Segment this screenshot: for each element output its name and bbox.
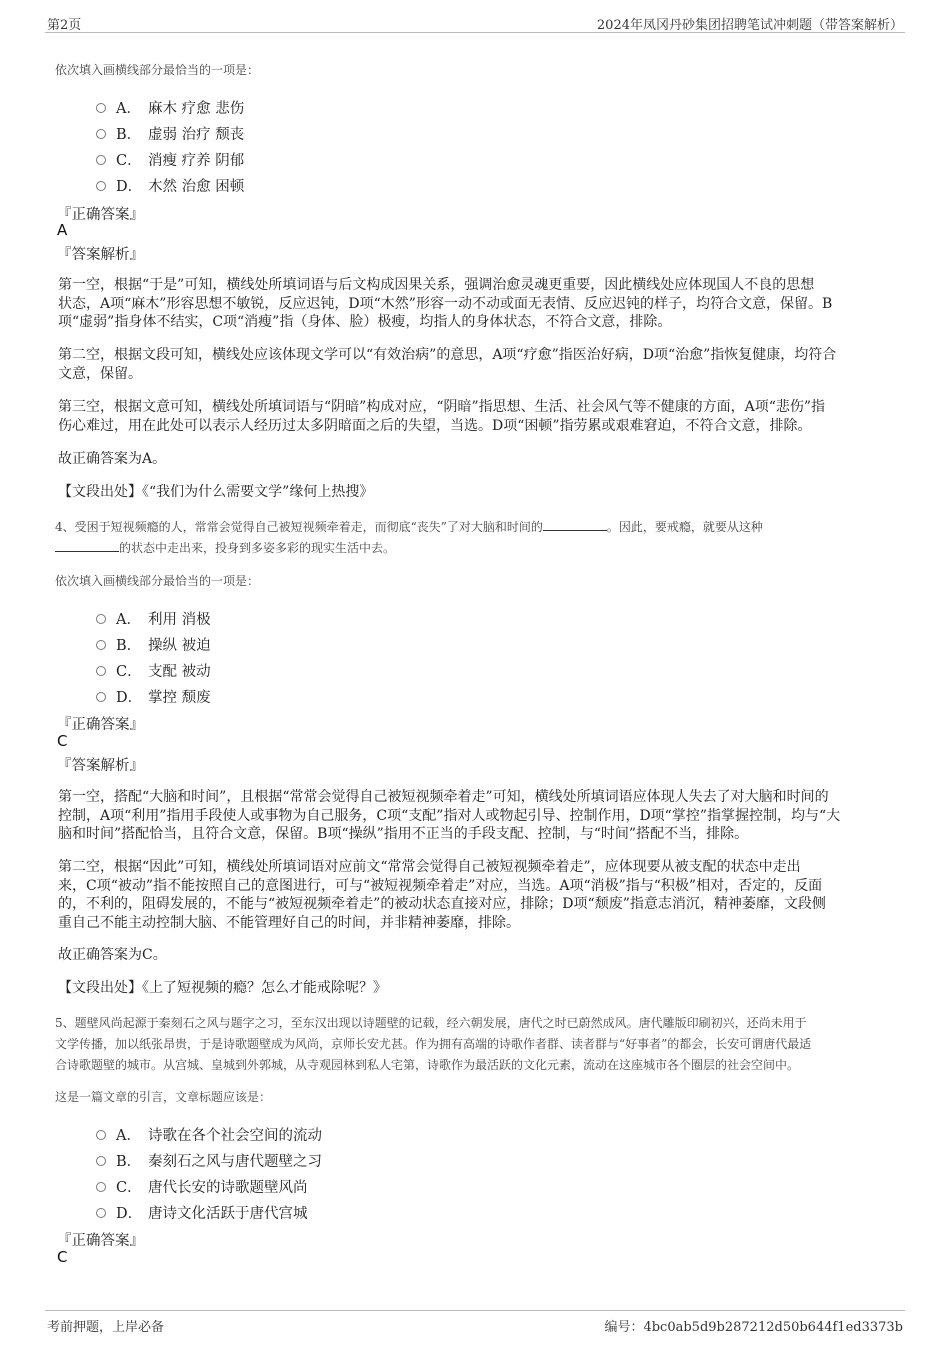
q3-analysis-label: 『答案解析』 — [57, 247, 144, 263]
q3-answer: A — [57, 221, 68, 239]
q5-option-c[interactable]: C． 唐代长安的诗歌题壁风尚 — [96, 1176, 308, 1197]
q4-option-a[interactable]: A． 利用 消极 — [96, 608, 211, 629]
q4-source: 【文段出处】《上了短视频的瘾？怎么才能戒除呢？》 — [58, 980, 387, 996]
radio-icon[interactable] — [96, 614, 106, 624]
document-title: 2024年凤冈丹砂集团招聘笔试冲刺题（带答案解析） — [596, 18, 903, 33]
q4-analysis-paragraph: 第二空，根据“因此”可知，横线处所填词语对应前文“常常会觉得自己被短视频牵着走”，应体现要从被支配的状态中走出 来，C项“被动”指不能按照自己的意图进行，可与“被短视频牵着走”对应，当选。A项“消极”指与“积极”相对，否定的，反面 的，不利的，阻碍发展的，不能与“被短视频牵着走”的被动状态直接对应，排除；D项“颓废”指意志消沉，精神萎靡，文段侧 重自己不能主动控制大脑、不能管理好自己的时间，并非精神萎靡，排除。 — [58, 859, 826, 931]
q4-option-c[interactable]: C． 支配 被动 — [96, 660, 211, 681]
q4-answer-label: 『正确答案』 — [57, 717, 144, 733]
page-footer — [45, 1310, 905, 1335]
q3-source: 【文段出处】《“我们为什么需要文学”缘何上热搜》 — [58, 484, 374, 500]
q5-stem: 5、题壁风尚起源于秦刻石之风与题字之习，至东汉出现以诗题壁的记载，经六朝发展，唐代之时已蔚然成风。唐代雕版印刷初兴，还尚未用于 文学传播，加以纸张昂贵，于是诗歌题壁成为风尚，京师长安尤甚。作为拥有高端的诗歌作者群、读者群与“好事者”的都会，长安可谓唐代最适 合诗歌题壁的城市。从宫城、皇城到外郭城，从寺观园林到私人宅第，诗歌作为最活跃的文化元素，流动在这座城市各个圈层的社会空间中。 — [55, 1016, 812, 1072]
blank-line — [55, 539, 119, 552]
radio-icon[interactable] — [96, 155, 106, 165]
radio-icon[interactable] — [96, 1130, 106, 1140]
q5-option-a[interactable]: A． 诗歌在各个社会空间的流动 — [96, 1124, 322, 1145]
radio-icon[interactable] — [96, 666, 106, 676]
q5-prompt: 这是一篇文章的引言，文章标题应该是： — [55, 1090, 272, 1104]
page-header — [45, 12, 905, 33]
radio-icon[interactable] — [96, 103, 106, 113]
q3-answer-label: 『正确答案』 — [57, 207, 144, 223]
q4-conclusion: 故正确答案为C。 — [58, 947, 167, 963]
q3-option-a[interactable]: A． 麻木 疗愈 悲伤 — [96, 97, 244, 118]
q3-conclusion: 故正确答案为A。 — [58, 451, 167, 467]
page-number: 第2页 — [47, 18, 82, 33]
radio-icon[interactable] — [96, 640, 106, 650]
q4-analysis-label: 『答案解析』 — [57, 758, 144, 774]
q3-analysis-paragraph: 第二空，根据文段可知，横线处应该体现文学可以“有效治病”的意思，A项“疗愈”指医治好病，D项“治愈”指恢复健康，均符合 文意，保留。 — [58, 347, 837, 382]
q4-prompt: 依次填入画横线部分最恰当的一项是： — [55, 574, 260, 588]
q5-option-b[interactable]: B． 秦刻石之风与唐代题壁之习 — [96, 1150, 322, 1171]
radio-icon[interactable] — [96, 692, 106, 702]
q4-stem: 4、受困于短视频瘾的人，常常会觉得自己被短视频牵着走，而彻底“丧失”了对大脑和时间的 。因此，要戒瘾，就要从这种 的状态中走出来，投身到多姿多彩的现实生活中去。 — [55, 520, 763, 555]
q4-answer: C — [57, 732, 68, 750]
q4-analysis-paragraph: 第一空，搭配“大脑和时间”，且根据“常常会觉得自己被短视频牵着走”可知，横线处所填词语应体现人失去了对大脑和时间的 控制，A项“利用”指用手段使人或事物为自己服务，C项“支配”指对人或物起引导、控制作用，D项“掌控”指掌握控制，均与“大 脑和时间”搭配恰当，且符合文意，保留。B项“操纵”指用不正当的手段支配、控制，与“时间”搭配不当，排除。 — [58, 789, 841, 842]
radio-icon[interactable] — [96, 1182, 106, 1192]
q3-prompt: 依次填入画横线部分最恰当的一项是： — [55, 63, 260, 77]
q5-answer: C — [57, 1248, 68, 1266]
q4-option-d[interactable]: D． 掌控 颓废 — [96, 686, 211, 707]
q3-option-b[interactable]: B． 虚弱 治疗 颓丧 — [96, 123, 244, 144]
q4-option-b[interactable]: B． 操纵 被迫 — [96, 634, 211, 655]
radio-icon[interactable] — [96, 129, 106, 139]
radio-icon[interactable] — [96, 181, 106, 191]
q5-answer-label: 『正确答案』 — [57, 1233, 144, 1249]
q3-option-d[interactable]: D． 木然 治愈 困顿 — [96, 175, 244, 196]
radio-icon[interactable] — [96, 1208, 106, 1218]
q3-analysis-paragraph: 第一空，根据“于是”可知，横线处所填词语与后文构成因果关系，强调治愈灵魂更重要，因此横线处应体现国人不良的思想 状态，A项“麻木”形容思想不敏锐，反应迟钝，D项“木然”形容一动不动或面无表情、反应迟钝的样子，均符合文意，保留。B 项“虚弱”指身体不结实，C项“消瘦”指（身体、脸）极瘦，均指人的身体状态，不符合文意，排除。 — [58, 277, 833, 330]
footer-slogan: 考前押题，上岸必备 — [47, 1320, 165, 1335]
q3-analysis-paragraph: 第三空，根据文意可知，横线处所填词语与“阴暗”构成对应，“阴暗”指思想、生活、社会风气等不健康的方面，A项“悲伤”指 伤心难过，用在此处可以表示人经历过太多阴暗面之后的失望，当选。D项“困顿”指劳累或艰难窘迫，不符合文意，排除。 — [58, 399, 826, 434]
document-id: 编号：4bc0ab5d9b287212d50b644f1ed3373b — [604, 1320, 903, 1335]
radio-icon[interactable] — [96, 1156, 106, 1166]
q3-option-c[interactable]: C． 消瘦 疗养 阴郁 — [96, 149, 244, 170]
q5-option-d[interactable]: D． 唐诗文化活跃于唐代宫城 — [96, 1202, 308, 1223]
blank-line — [543, 518, 607, 531]
